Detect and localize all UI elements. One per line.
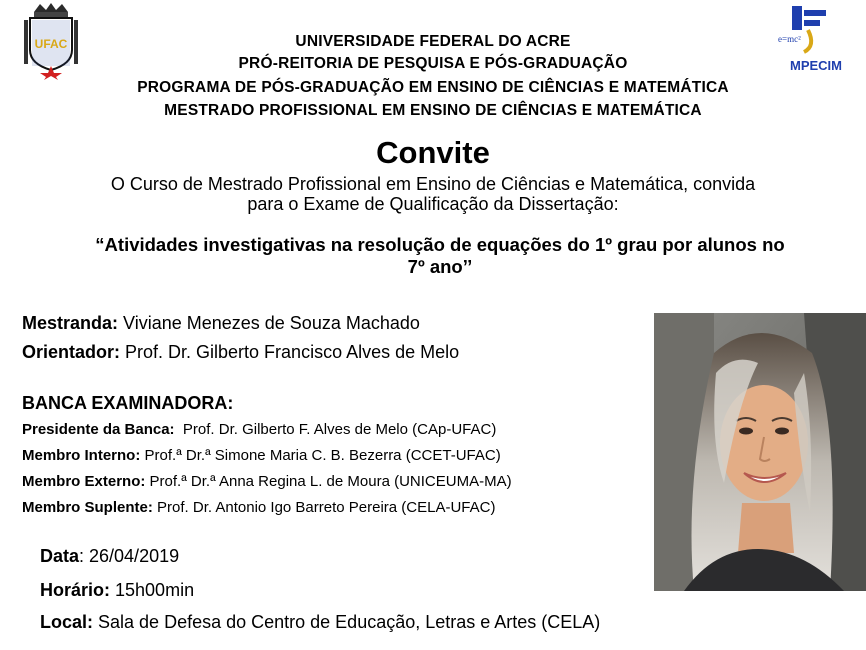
horario-label: Horário: xyxy=(40,580,111,600)
local-value: Sala de Defesa do Centro de Educação, Letras e Artes (CELA) xyxy=(93,612,601,632)
banca-member-value: Prof.ª Dr.ª Simone Maria C. B. Bezerra (CCET-UFAC) xyxy=(140,447,501,464)
banca-member-value: Prof. Dr. Gilberto F. Alves de Melo (CAp-UFAC) xyxy=(174,421,497,438)
horario-value: 15h00min xyxy=(110,580,195,600)
orientador-row xyxy=(22,342,459,363)
mestranda-label: Mestranda: xyxy=(22,313,119,333)
orientador-value: Prof. Dr. Gilberto Francisco Alves de Melo xyxy=(120,342,460,362)
banca-member-value: Prof. Dr. Antonio Igo Barreto Pereira (CELA-UFAC) xyxy=(152,499,496,516)
page-title: Convite xyxy=(376,135,490,170)
header-programa: PROGRAMA DE PÓS-GRADUAÇÃO EM ENSINO DE CIÊNCIAS E MATEMÁTICA xyxy=(137,79,729,96)
ufac-logo-letters: UFAC xyxy=(34,37,68,51)
student-portrait-photo xyxy=(654,313,866,591)
horario-row xyxy=(40,580,194,601)
thesis-title-line-1: “Atividades investigativas na resolução de equações do 1º grau por alunos no xyxy=(95,234,785,255)
local-row xyxy=(40,612,600,633)
data-row xyxy=(40,546,179,567)
banca-member-row xyxy=(22,447,501,464)
mestranda-row xyxy=(22,313,420,334)
local-label: Local: xyxy=(40,612,94,632)
banca-member-row xyxy=(22,499,495,516)
intro-line-2: para o Exame de Qualificação da Dissertação: xyxy=(247,194,619,214)
data-value: : 26/04/2019 xyxy=(79,546,180,566)
banca-member-row xyxy=(22,421,496,438)
banca-member-label: Membro Suplente: xyxy=(22,499,153,516)
mpecim-logo-formula: e=mc² xyxy=(778,34,801,44)
header-university: UNIVERSIDADE FEDERAL DO ACRE xyxy=(295,33,571,50)
orientador-label: Orientador: xyxy=(22,342,121,362)
banca-member-row xyxy=(22,473,512,490)
header-pro-reitoria: PRÓ-REITORIA DE PESQUISA E PÓS-GRADUAÇÃO xyxy=(238,55,628,72)
banca-member-label: Presidente da Banca: xyxy=(22,421,175,438)
data-label: Data xyxy=(40,546,80,566)
banca-member-label: Membro Interno: xyxy=(22,447,141,464)
header-mestrado: MESTRADO PROFISSIONAL EM ENSINO DE CIÊNCIAS E MATEMÁTICA xyxy=(164,102,702,119)
mestranda-value: Viviane Menezes de Souza Machado xyxy=(118,313,420,333)
mpecim-logo-text: MPECIM xyxy=(790,58,842,73)
banca-member-value: Prof.ª Dr.ª Anna Regina L. de Moura (UNICEUMA-MA) xyxy=(145,473,512,490)
banca-member-label: Membro Externo: xyxy=(22,473,146,490)
banca-heading: BANCA EXAMINADORA: xyxy=(22,393,234,413)
intro-line-1: O Curso de Mestrado Profissional em Ensino de Ciências e Matemática, convida xyxy=(110,174,756,194)
thesis-title-line-2: 7º ano’’ xyxy=(407,256,473,277)
